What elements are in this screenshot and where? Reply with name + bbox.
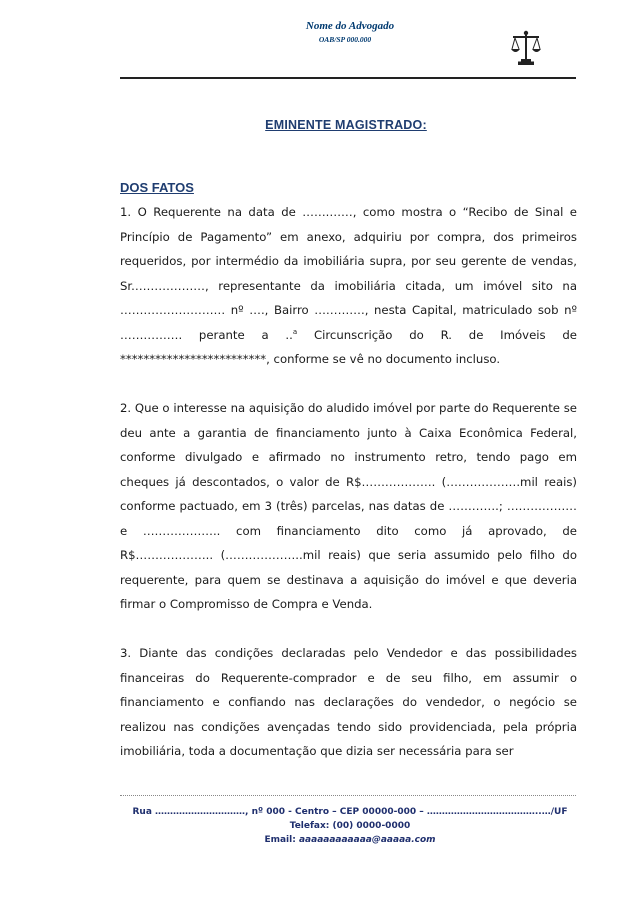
oab-number: OAB/SP 000.000 xyxy=(318,35,372,44)
paragraph-2 xyxy=(120,396,577,617)
page-title: EMINENTE MAGISTRADO: xyxy=(265,118,427,132)
footer-phone: Telefax: (00) 0000-0000 xyxy=(289,821,411,831)
letterhead xyxy=(0,0,638,82)
paragraph-3-text: 3. Diante das condições declaradas pelo Vendedor e das possibilidades financeiras do Requerente-comprador e de seu filho, em assumir o financiamento e confiando nas declarações do vendedor, o negócio se realizou nas condições avençadas tendo sido providenciada, pela própria imobiliária, toda a documentação que dizia ser necessária para ser xyxy=(120,646,577,758)
paragraph-3 xyxy=(120,641,577,764)
paragraph-1 xyxy=(120,200,577,372)
paragraph-1-text: 1. O Requerente na data de …….……, como mostra o “Recibo de Sinal e Princípio de Pagamento” em anexo, adquiriu por compra, dos primeiros requeridos, por intermédio da imobiliária supra, por seu gerente de vendas, Sr.………………, representante da imobiliária citada, um imóvel sito na ……………………… nº …., Bairro …………., nesta Capital, matriculado sob nº ……………. perante a .. xyxy=(120,205,577,342)
footer-email-label: Email: xyxy=(264,835,299,845)
header-divider xyxy=(120,77,576,79)
section-title: DOS FATOS xyxy=(120,180,194,195)
footer-divider xyxy=(120,795,576,796)
scales-of-justice-icon xyxy=(511,30,541,66)
paragraph-1-superscript: a xyxy=(292,327,298,336)
footer-address: Rua …………………………, nº 000 - Centro – CEP 00000-000 – ………………………………..…/UF xyxy=(132,807,568,817)
lawyer-name: Nome do Advogado xyxy=(305,20,395,32)
paragraph-1-text-cont: Circunscrição do R. de Imóveis de *************************, conforme se vê no documento incluso. xyxy=(120,327,577,366)
paragraph-2-text: 2. Que o interesse na aquisição do aludido imóvel por parte do Requerente se deu ante a garantia de financiamento junto à Caixa Econômica Federal, conforme divulgado e afirmado no instrumento retro, tendo pago em cheques já descontados, o valor de R$………………. (……………….mil reais) conforme pactuado, em 3 (três) parcelas, nas datas de ………….; ……………… e ……………….. com financiamento dito como já aprovado, de R$……………….. (………………..mil reais) que seria assumido pelo filho do requerente, para quem se destinava a aquisição do imóvel e que deveria firmar o Compromisso de Compra e Venda. xyxy=(120,401,577,611)
footer-email-line xyxy=(0,835,638,845)
footer-email-link[interactable]: aaaaaaaaaaaa@aaaaa.com xyxy=(298,835,436,845)
document-body xyxy=(120,200,577,788)
